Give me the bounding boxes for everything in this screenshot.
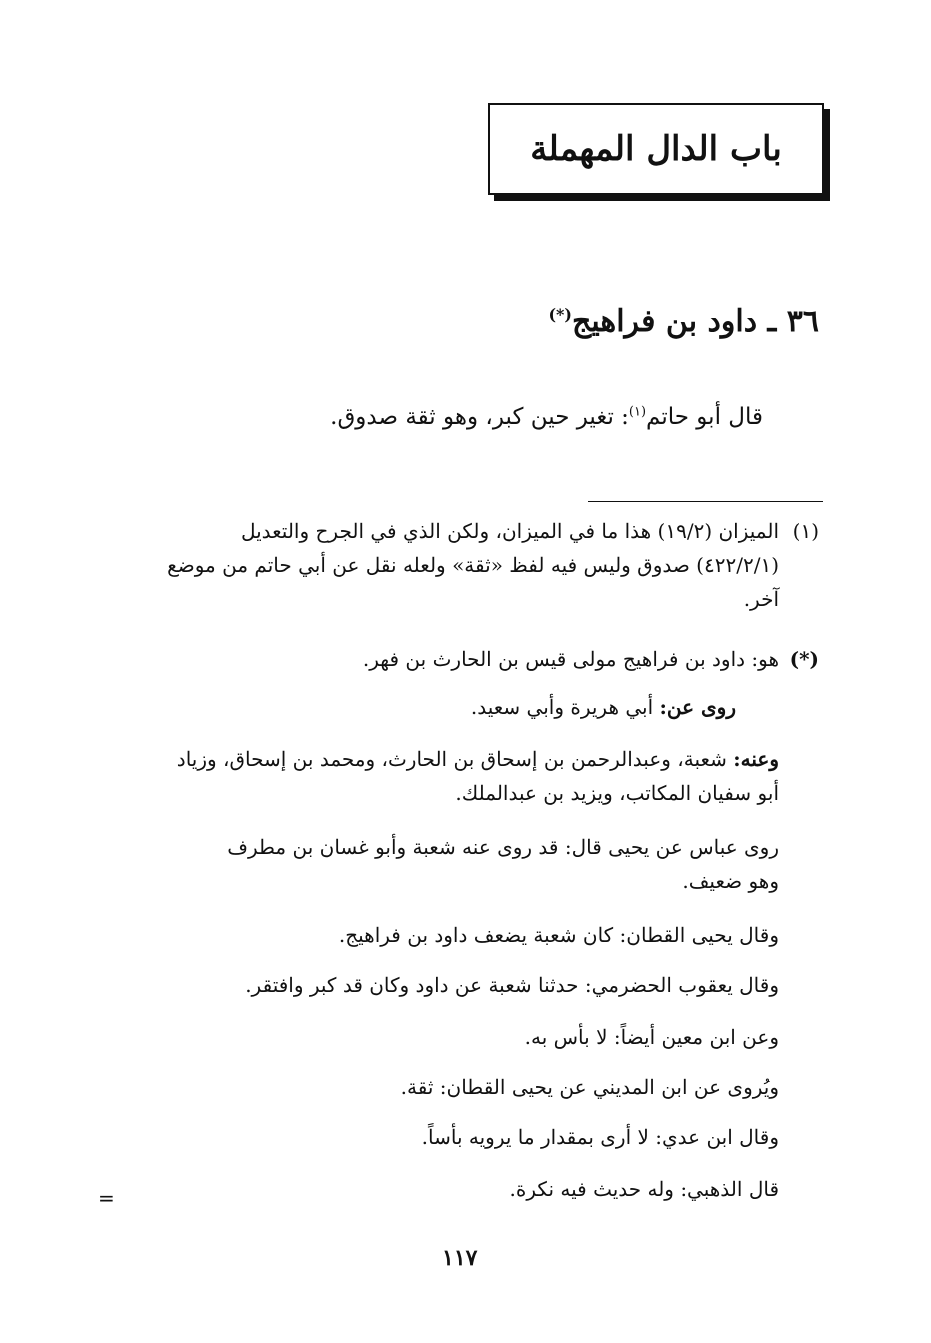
chapter-title: باب الدال المهملة xyxy=(530,129,782,169)
main-text xyxy=(330,404,763,430)
narrated-from xyxy=(471,690,736,724)
footnote-1-line: (٤٢٢/٢/١) صدوق وليس فيه لفظ «ثقة» ولعله نقل عن أبي حاتم من موضع xyxy=(167,553,779,577)
footnote-star-intro xyxy=(363,642,779,676)
students-line: شعبة، وعبدالرحمن بن إسحاق بن الحارث، ومحمد بن إسحاق، وزياد xyxy=(176,747,727,771)
continuation-mark: = xyxy=(98,1186,115,1210)
page-number: ١١٧ xyxy=(442,1245,478,1271)
students-line: أبو سفيان المكاتب، ويزيد بن عبدالملك. xyxy=(455,781,779,805)
ibn-maeen-line: وعن ابن معين أيضاً: لا بأس به. xyxy=(524,1025,779,1049)
main-note-ref: (١) xyxy=(628,404,647,420)
ibn-madini-line: ويُروى عن ابن المديني عن يحيى القطان: ثقة. xyxy=(400,1075,779,1099)
students-label: وعنه: xyxy=(733,747,779,771)
entry-heading xyxy=(548,304,819,339)
students-paragraph xyxy=(130,742,779,810)
narrated-from-text: أبي هريرة وأبي سعيد. xyxy=(470,695,654,719)
footnote-1-line: آخر. xyxy=(743,587,779,611)
qattan-line: وقال يحيى القطان: كان شعبة يضعف داود بن فراهيج. xyxy=(338,923,779,947)
chapter-title-box xyxy=(488,103,824,195)
main-attribution: قال أبو حاتم xyxy=(646,404,763,430)
entry-number: ٣٦ xyxy=(786,304,819,339)
dhahabi-line: قال الذهبي: وله حديث فيه نكرة. xyxy=(509,1177,779,1201)
footnote-star-intro-text: هو: داود بن فراهيج مولى قيس بن الحارث بن فهر. xyxy=(362,647,779,671)
ibn-adi-line: وقال ابن عدي: لا أرى بمقدار ما يرويه بأساً. xyxy=(421,1125,779,1149)
footnote-star-marker: (*) xyxy=(789,647,819,671)
abbas-line: روى عباس عن يحيى قال: قد روى عنه شعبة وأبو غسان بن مطرف xyxy=(227,835,779,859)
footnote-1-marker: (١) xyxy=(792,519,819,543)
footnote-1 xyxy=(130,514,779,616)
footnote-1-line: الميزان (١٩/٢) هذا ما في الميزان، ولكن الذي في الجرح والتعديل xyxy=(240,519,779,543)
entry-note-marker: (*) xyxy=(548,305,572,324)
narrated-from-label: روى عن: xyxy=(659,695,736,719)
entry-dash: ـ xyxy=(767,304,777,339)
entry-name: داود بن فراهيج xyxy=(571,304,758,339)
abbas-line: وهو ضعيف. xyxy=(682,869,779,893)
main-statement: : تغير حين كبر، وهو ثقة صدوق. xyxy=(330,404,629,430)
abbas-paragraph xyxy=(130,830,779,898)
hadrami-line: وقال يعقوب الحضرمي: حدثنا شعبة عن داود وكان قد كبر وافتقر. xyxy=(245,973,779,997)
footnote-divider xyxy=(588,501,823,502)
